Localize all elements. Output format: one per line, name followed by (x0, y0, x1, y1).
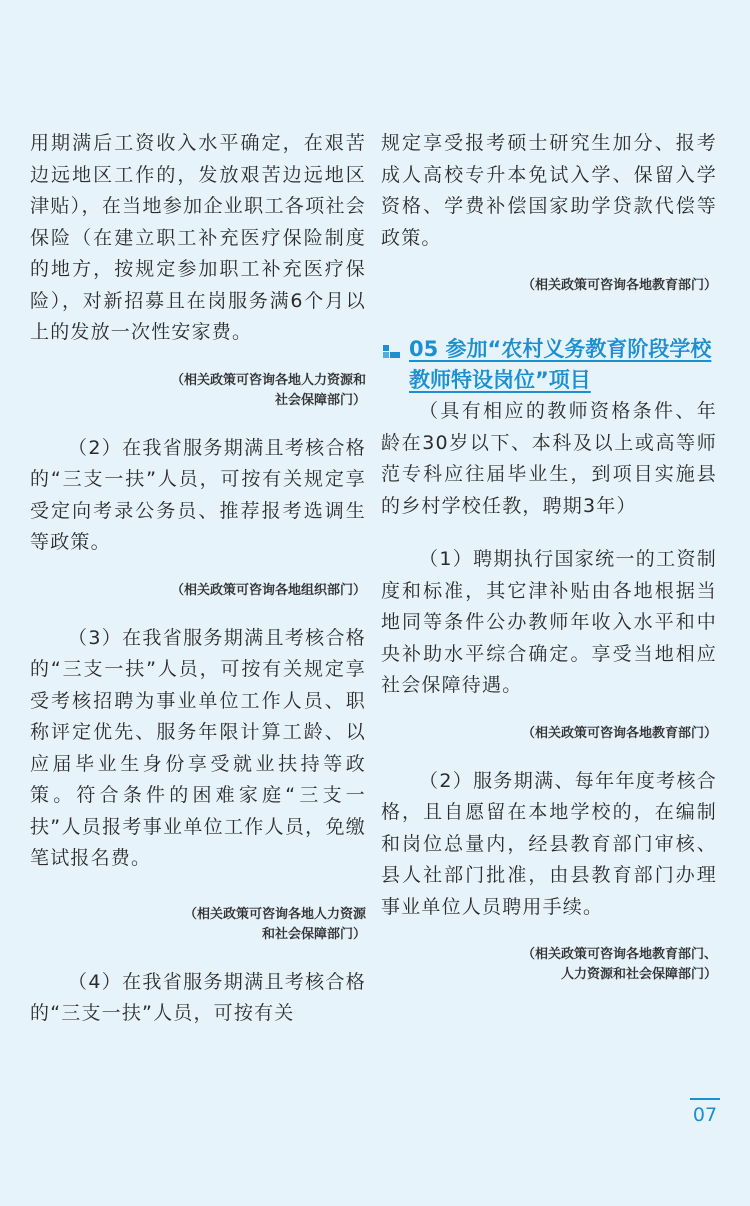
section-heading-text: 05 参加“农村义务教育阶段学校教师特设岗位”项目 (409, 337, 712, 392)
source-note-line: 社会保障部门） (274, 392, 366, 408)
section-marker-icon (383, 345, 401, 359)
source-note-line: 和社会保障部门） (261, 926, 366, 942)
source-note-line: 人力资源和社会保障部门） (560, 967, 717, 982)
source-note-line: （相关政策可咨询各地人力资源 (183, 906, 366, 922)
body-paragraph: （2）服务期满、每年年度考核合格，且自愿留在本地学校的，在编制和岗位总量内，经县教育部门审核、县人社部门批准，由县教育部门办理事业单位人员聘用手续。 (381, 769, 717, 918)
body-paragraph: （3）在我省服务期满且考核合格的“三支一扶”人员，可按有关规定享受考核招聘为事业单位工作人员、职称评定优先、服务年限计算工龄、以应届毕业生身份享受就业扶持等政策。符合条件的困难家庭“三支一扶”人员报考事业单位工作人员，免缴笔试报名费。 (30, 626, 366, 869)
page-number: 07 (690, 1098, 720, 1126)
source-note: （相关政策可咨询各地教育部门） (521, 278, 717, 293)
source-note (30, 905, 366, 945)
section-heading (381, 334, 717, 396)
body-paragraph: （1）聘期执行国家统一的工资制度和标准，其它津补贴由各地根据当地同等条件公办教师年收入水平和中央补助水平综合确定。享受当地相应社会保障待遇。 (381, 548, 717, 696)
body-paragraph: 规定享受报考硕士研究生加分、报考成人高校专升本免试入学、保留入学资格、学费补偿国家助学贷款代偿等政策。 (381, 132, 717, 249)
source-note-line: （相关政策可咨询各地人力资源和 (170, 372, 366, 388)
body-paragraph: （4）在我省服务期满且考核合格的“三支一扶”人员，可按有关 (30, 970, 366, 1024)
source-note (30, 371, 366, 411)
left-column (30, 128, 366, 1030)
source-note: （相关政策可咨询各地组织部门） (170, 582, 366, 598)
source-note: （相关政策可咨询各地教育部门） (521, 725, 717, 741)
body-paragraph: （2）在我省服务期满且考核合格的“三支一扶”人员，可按有关规定享受定向考录公务员、推荐报考选调生等政策。 (30, 436, 366, 553)
body-paragraph: （具有相应的教师资格条件、年龄在30岁以下、本科及以上或高等师范专科应往届毕业生，到项目实施县的乡村学校任教，聘期3年） (381, 400, 717, 517)
right-column (381, 128, 717, 985)
source-note (381, 945, 717, 985)
body-paragraph: 用期满后工资收入水平确定，在艰苦边远地区工作的，发放艰苦边远地区津贴），在当地参加企业职工各项社会保险（在建立职工补充医疗保险制度的地方，按规定参加职工补充医疗保险），对新招募且在岗服务满6个月以上的发放一次性安家费。 (30, 132, 366, 343)
source-note-line: （相关政策可咨询各地教育部门、 (521, 947, 717, 962)
